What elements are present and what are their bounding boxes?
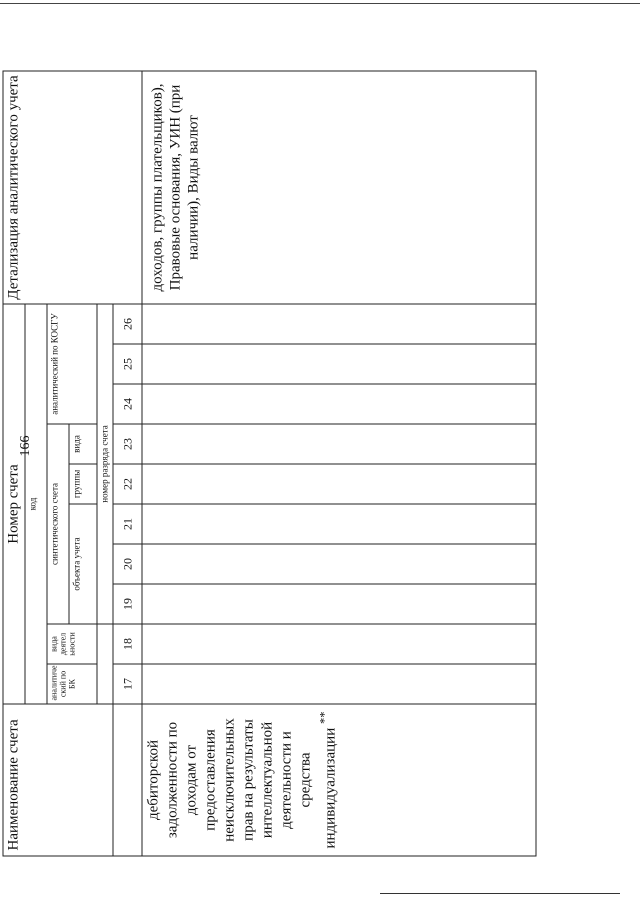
digit-18: 18: [113, 624, 142, 664]
header-account-number: Номер счета: [3, 304, 25, 704]
row-cell-25: [142, 344, 536, 384]
digit-20: 20: [113, 544, 142, 584]
page-number: 166: [18, 435, 33, 457]
row-cell-18: [142, 624, 536, 664]
row-cell-20: [142, 544, 536, 584]
row-detail: доходов, группы плательщиков), Правовые основания, УИН (при наличии), Виды валют: [142, 71, 536, 304]
digit-19: 19: [113, 584, 142, 624]
row-account-name-text: дебиторской задолженности по доходам от предоставления неисключительных прав на результаты интеллектуальной деятельности и средства индивидуализации: [145, 718, 338, 849]
row-cell-17: [142, 664, 536, 704]
row-cell-26: [142, 304, 536, 344]
header-code: код: [25, 304, 47, 704]
row-cell-24: [142, 384, 536, 424]
header-detail: Детализация аналитического учета: [3, 71, 142, 304]
header-analytic-kosgu: аналитический по КОСГУ: [47, 304, 97, 424]
row-account-name-mark: **: [317, 711, 331, 725]
row-cell-23: [142, 424, 536, 464]
header-kind: вида: [69, 424, 97, 464]
header-digit-blank: [97, 624, 113, 704]
row-cell-19: [142, 584, 536, 624]
digit-22: 22: [113, 464, 142, 504]
row-cell-21: [142, 504, 536, 544]
header-activity-type: вида деятел ьности: [47, 624, 97, 664]
top-border-line: [0, 3, 640, 4]
bottom-border-line: [380, 893, 620, 894]
account-table-rotated: [2, 72, 536, 857]
header-digit-number: номер разряда счета: [97, 304, 113, 624]
digit-26: 26: [113, 304, 142, 344]
digit-24: 24: [113, 384, 142, 424]
header-analytic-bk: аналитиче ский по БК: [47, 664, 97, 704]
digit-17: 17: [113, 664, 142, 704]
header-account-name: Наименование счета: [3, 704, 113, 856]
digit-blank-cell: [113, 704, 142, 856]
digit-23: 23: [113, 424, 142, 464]
header-account-object: объекта учета: [69, 504, 97, 624]
header-group: группы: [69, 464, 97, 504]
header-synthetic: синтетического счета: [47, 424, 69, 624]
digit-21: 21: [113, 504, 142, 544]
account-table: [2, 71, 536, 857]
row-account-name: [142, 704, 536, 856]
row-cell-22: [142, 464, 536, 504]
digit-25: 25: [113, 344, 142, 384]
